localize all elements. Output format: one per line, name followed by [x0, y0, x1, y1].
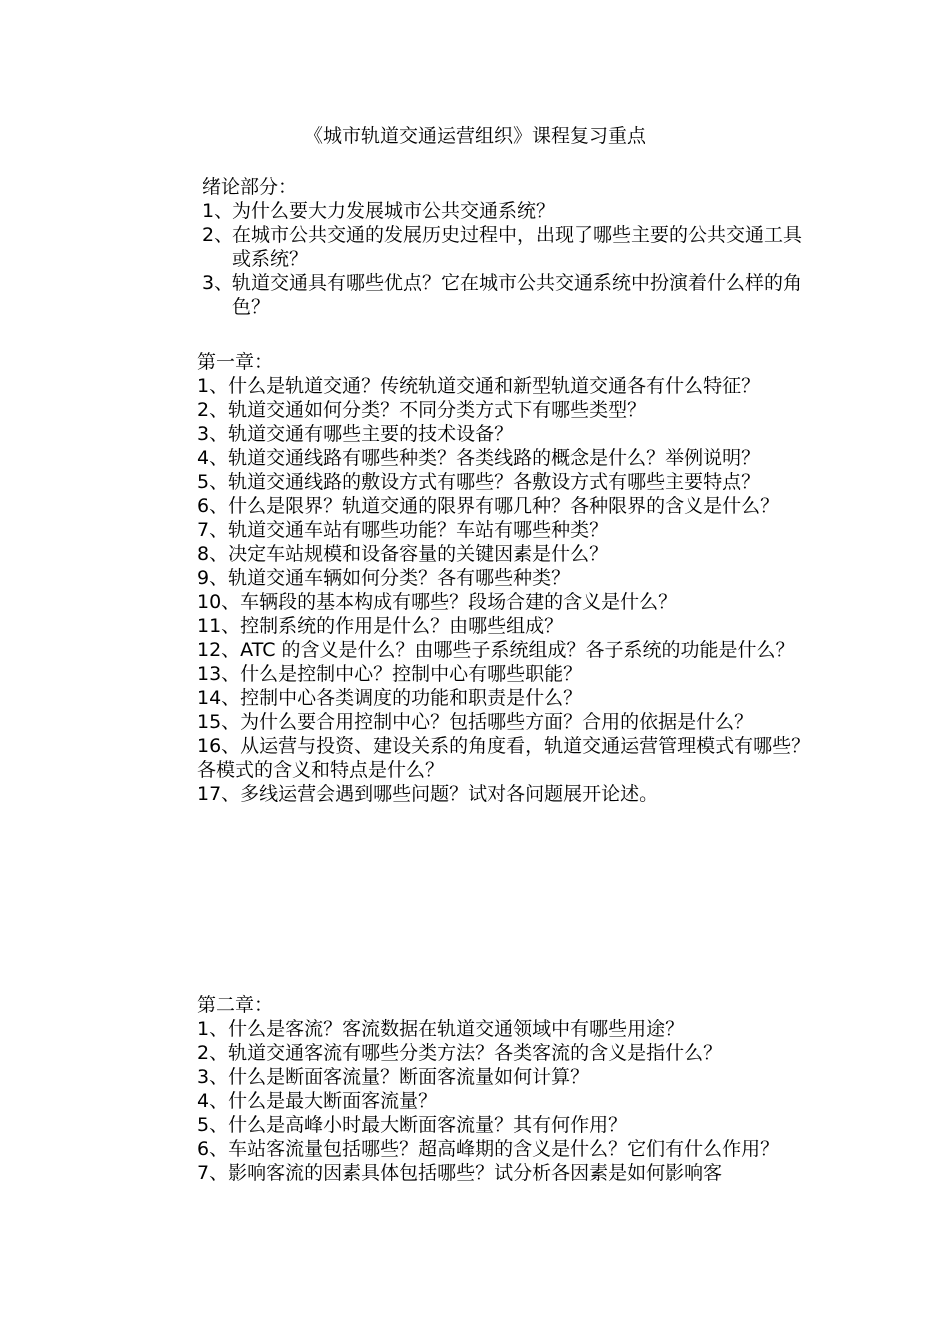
intro-item-text: 在城市公共交通的发展历史过程中，出现了哪些主要的公共交通工具或系统？ [232, 224, 803, 270]
intro-item [197, 199, 813, 223]
chapter1-question: 14、控制中心各类调度的功能和职责是什么？ [197, 687, 583, 709]
chapter1-question: 16、从运营与投资、建设关系的角度看，轨道交通运营管理模式有哪些？各模式的含义和特点是什么？ [197, 735, 811, 781]
chapter2-question: 1、什么是客流？客流数据在轨道交通领域中有哪些用途？ [197, 1018, 685, 1040]
chapter1-question: 17、多线运营会遇到哪些问题？试对各问题展开论述。 [197, 783, 659, 805]
intro-item-number: 1、 [202, 200, 234, 222]
intro-item-number: 2、 [202, 224, 234, 246]
chapter1-question: 6、什么是限界？轨道交通的限界有哪几种？各种限界的含义是什么？ [197, 495, 780, 517]
chapter1-question: 10、车辆段的基本构成有哪些？段场合建的含义是什么？ [197, 591, 678, 613]
chapter1-question: 11、控制系统的作用是什么？由哪些组成？ [197, 615, 564, 637]
intro-item [197, 271, 813, 319]
chapter2-heading: 第二章： [197, 994, 274, 1016]
chapter2-question: 2、轨道交通客流有哪些分类方法？各类客流的含义是指什么？ [197, 1042, 723, 1064]
chapter2-question: 3、什么是断面客流量？断面客流量如何计算？ [197, 1066, 590, 1088]
chapter1-question: 9、轨道交通车辆如何分类？各有哪些种类？ [197, 567, 571, 589]
intro-item-text: 为什么要大力发展城市公共交通系统？ [232, 200, 556, 222]
chapter1-question: 12、ATC 的含义是什么？由哪些子系统组成？各子系统的功能是什么？ [197, 639, 795, 661]
intro-item-number: 3、 [202, 272, 234, 294]
chapter2-question: 6、车站客流量包括哪些？超高峰期的含义是什么？它们有什么作用？ [197, 1138, 780, 1160]
chapter1-heading: 第一章： [197, 351, 274, 373]
intro-heading: 绪论部分： [202, 176, 298, 198]
chapter1-question: 2、轨道交通如何分类？不同分类方式下有哪些类型？ [197, 399, 647, 421]
chapter1-question: 13、什么是控制中心？控制中心有哪些职能？ [197, 663, 583, 685]
intro-item [197, 223, 813, 271]
intro-section [197, 175, 813, 319]
chapter1-section [197, 350, 813, 806]
intro-item-text: 轨道交通具有哪些优点？它在城市公共交通系统中扮演着什么样的角色？ [232, 272, 803, 318]
chapter1-question: 7、轨道交通车站有哪些功能？车站有哪些种类？ [197, 519, 609, 541]
chapter1-question: 1、什么是轨道交通？传统轨道交通和新型轨道交通各有什么特征？ [197, 375, 761, 397]
chapter1-question: 3、轨道交通有哪些主要的技术设备？ [197, 423, 514, 445]
chapter2-section [197, 993, 813, 1185]
chapter1-question: 15、为什么要合用控制中心？包括哪些方面？合用的依据是什么？ [197, 711, 754, 733]
chapter1-question: 5、轨道交通线路的敷设方式有哪些？各敷设方式有哪些主要特点？ [197, 471, 761, 493]
chapter1-question: 4、轨道交通线路有哪些种类？各类线路的概念是什么？举例说明？ [197, 447, 761, 469]
chapter2-question: 4、什么是最大断面客流量？ [197, 1090, 438, 1112]
document-title: 《城市轨道交通运营组织》课程复习重点 [303, 125, 646, 147]
chapter1-question: 8、决定车站规模和设备容量的关键因素是什么？ [197, 543, 609, 565]
chapter2-question: 7、影响客流的因素具体包括哪些？试分析各因素是如何影响客 [197, 1162, 723, 1184]
chapter2-question: 5、什么是高峰小时最大断面客流量？其有何作用？ [197, 1114, 628, 1136]
